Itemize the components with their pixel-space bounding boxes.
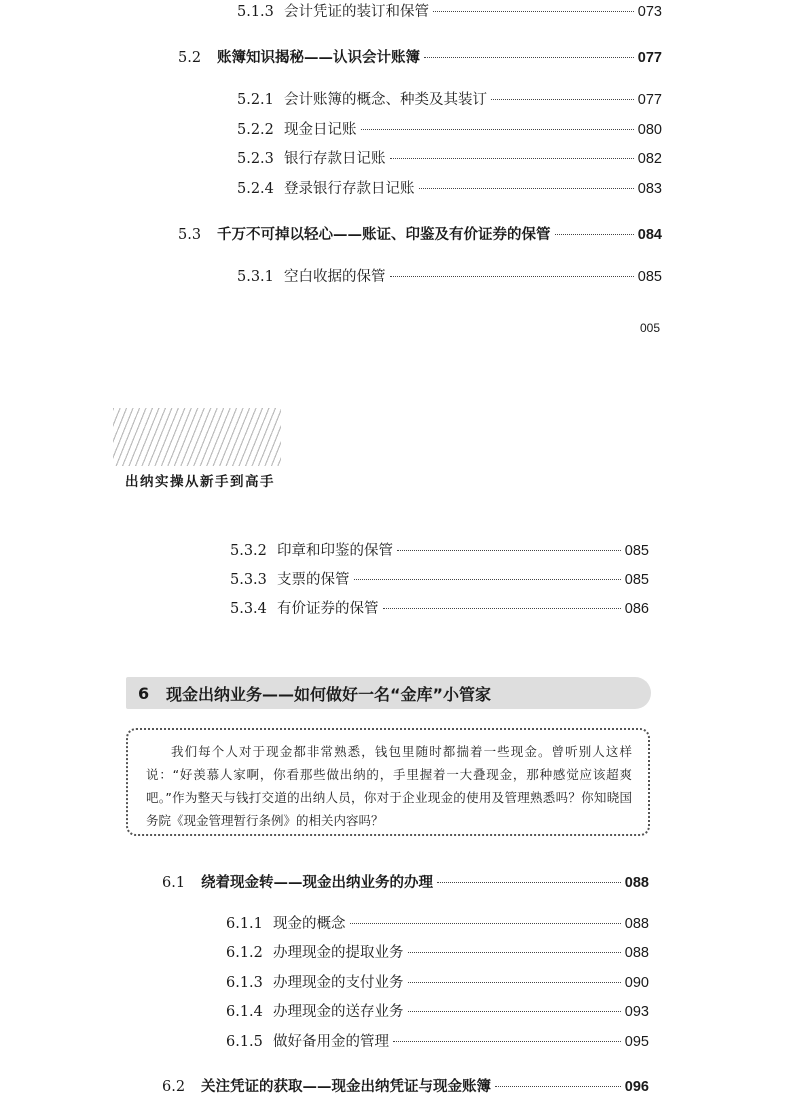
toc-dot-leader: [408, 938, 621, 954]
toc-subsection-entry: [237, 147, 662, 168]
toc-entry-page: 085: [624, 543, 649, 559]
toc-entry-title: 有价证券的保管: [277, 601, 379, 617]
toc-subsection-entry: [237, 88, 662, 109]
toc-dot-leader: [437, 868, 621, 884]
toc-entry-title: 绕着现金转——现金出纳业务的办理: [201, 874, 433, 891]
toc-subsection-entry: [226, 912, 649, 933]
toc-entry-page: 088: [624, 875, 649, 891]
toc-dot-leader: [408, 968, 621, 984]
toc-entry-page: 083: [637, 181, 662, 197]
toc-subsection-entry: [226, 1030, 649, 1051]
toc-entry-title: 空白收据的保管: [284, 269, 386, 285]
toc-entry-title: 关注凭证的获取——现金出纳凭证与现金账簿: [201, 1078, 491, 1095]
toc-entry-page: 082: [637, 151, 662, 167]
toc-entry-page: 093: [624, 1004, 649, 1020]
toc-entry-title: 做好备用金的管理: [273, 1034, 389, 1050]
toc-subsection-entry: [230, 597, 649, 618]
toc-subsection-entry: [226, 1000, 649, 1021]
running-head: 出纳实操从新手到高手: [125, 474, 275, 490]
toc-entry-number: 5.3.2: [230, 543, 267, 559]
toc-subsection-entry: [237, 265, 662, 286]
toc-dot-leader: [408, 997, 621, 1013]
toc-entry-page: 086: [624, 601, 649, 617]
toc-dot-leader: [433, 0, 634, 12]
toc-entry-title: 会计凭证的装订和保管: [284, 4, 429, 20]
toc-entry-number: 5.1.3: [237, 4, 274, 20]
toc-entry-number: 6.1.4: [226, 1004, 263, 1020]
toc-entry-title: 支票的保管: [277, 572, 350, 588]
toc-subsection-entry: [237, 0, 662, 21]
toc-entry-page: 088: [624, 916, 649, 932]
toc-entry-page: 077: [637, 50, 662, 66]
toc-entry-number: 5.3.1: [237, 269, 274, 285]
toc-entry-number: 6.1.3: [226, 975, 263, 991]
toc-entry-page: 096: [624, 1079, 649, 1095]
toc-entry-page: 073: [637, 4, 662, 20]
page-number: 005: [640, 321, 661, 335]
toc-entry-title: 账簿知识揭秘——认识会计账簿: [217, 49, 420, 66]
toc-entry-title: 办理现金的支付业务: [273, 975, 404, 991]
toc-dot-leader: [350, 909, 621, 925]
toc-entry-title: 千万不可掉以轻心——账证、印鉴及有价证券的保管: [217, 226, 551, 243]
toc-dot-leader: [419, 174, 634, 190]
toc-entry-page: 085: [624, 572, 649, 588]
toc-entry-number: 6.1: [162, 875, 186, 891]
toc-entry-page: 085: [637, 269, 662, 285]
toc-entry-title: 会计账簿的概念、种类及其装订: [284, 92, 487, 108]
toc-subsection-entry: [237, 118, 662, 139]
toc-subsection-entry: [237, 177, 662, 198]
toc-entry-title: 银行存款日记账: [284, 151, 386, 167]
toc-section-entry: [162, 871, 649, 892]
toc-entry-title: 印章和印鉴的保管: [277, 543, 393, 559]
toc-entry-title: 办理现金的送存业务: [273, 1004, 404, 1020]
toc-dot-leader: [390, 262, 634, 278]
toc-dot-leader: [361, 115, 634, 131]
toc-section-entry: [178, 223, 662, 244]
toc-subsection-entry: [226, 941, 649, 962]
toc-dot-leader: [354, 565, 621, 581]
toc-entry-number: 6.1.2: [226, 945, 263, 961]
toc-dot-leader: [495, 1072, 621, 1088]
toc-dot-leader: [383, 594, 621, 610]
toc-dot-leader: [397, 536, 621, 552]
toc-entry-title: 登录银行存款日记账: [284, 181, 415, 197]
chapter-heading: [126, 677, 651, 709]
toc-entry-page: 088: [624, 945, 649, 961]
toc-entry-number: 5.2.3: [237, 151, 274, 167]
toc-dot-leader: [393, 1027, 621, 1043]
toc-dot-leader: [491, 85, 634, 101]
toc-entry-number: 6.1.1: [226, 916, 263, 932]
decorative-hatch-pattern: [113, 408, 281, 466]
toc-entry-page: 090: [624, 975, 649, 991]
toc-subsection-entry: [226, 971, 649, 992]
toc-subsection-entry: [230, 568, 649, 589]
toc-entry-title: 现金日记账: [284, 122, 357, 138]
toc-entry-number: 5.2.4: [237, 181, 274, 197]
toc-entry-page: 095: [624, 1034, 649, 1050]
toc-entry-page: 084: [637, 227, 662, 243]
chapter-intro-box: 我们每个人对于现金都非常熟悉，钱包里随时都揣着一些现金。曾听别人这样说：“好羡慕人家啊，你看那些做出纳的，手里握着一大叠现金，那种感觉应该超爽吧。”作为整天与钱打交道的出纳人员，你对于企业现金的使用及管理熟悉吗？你知晓国务院《现金管理暂行条例》的相关内容吗？: [126, 728, 650, 836]
toc-subsection-entry: [230, 539, 649, 560]
toc-entry-number: 5.2: [178, 50, 202, 66]
toc-entry-page: 077: [637, 92, 662, 108]
toc-dot-leader: [390, 144, 634, 160]
toc-section-entry: [162, 1075, 649, 1096]
toc-entry-number: 5.3.4: [230, 601, 267, 617]
toc-entry-title: 现金的概念: [273, 916, 346, 932]
toc-entry-title: 办理现金的提取业务: [273, 945, 404, 961]
toc-entry-number: 5.3.3: [230, 572, 267, 588]
toc-entry-number: 5.3: [178, 227, 202, 243]
toc-entry-number: 5.2.2: [237, 122, 274, 138]
toc-entry-number: 5.2.1: [237, 92, 274, 108]
toc-section-entry: [178, 46, 662, 67]
toc-dot-leader: [555, 220, 634, 236]
toc-dot-leader: [424, 43, 634, 59]
chapter-number: 6: [138, 683, 150, 703]
toc-entry-page: 080: [637, 122, 662, 138]
toc-entry-number: 6.1.5: [226, 1034, 263, 1050]
toc-entry-number: 6.2: [162, 1079, 186, 1095]
chapter-title: 现金出纳业务——如何做好一名“金库”小管家: [166, 684, 492, 704]
